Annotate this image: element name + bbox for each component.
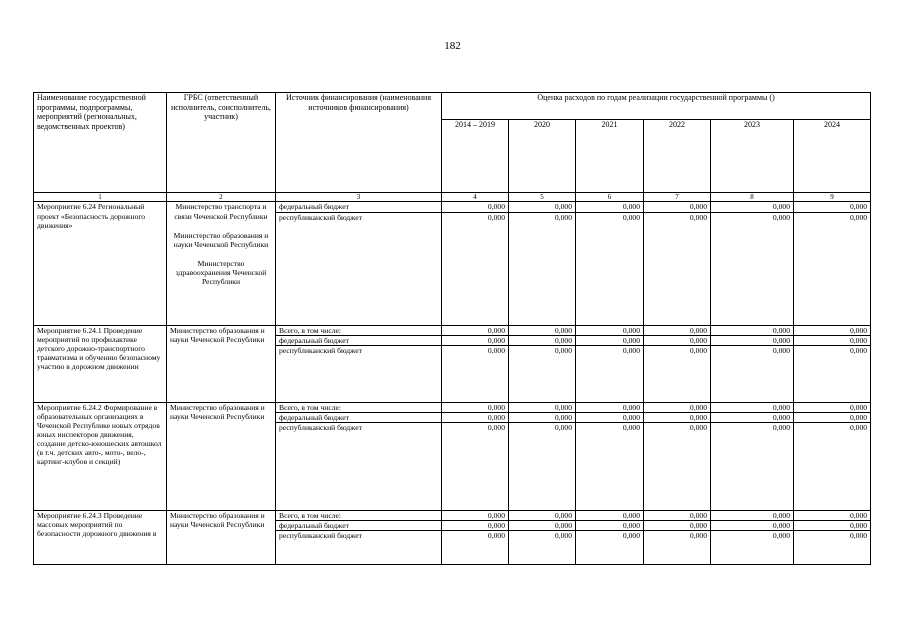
value-cell: 0,000 (644, 412, 711, 422)
value-cell: 0,000 (644, 345, 711, 402)
value-cell: 0,000 (442, 212, 509, 325)
column-number: 2 (167, 193, 276, 202)
funding-source: федеральный бюджет (276, 335, 442, 345)
value-cell: 0,000 (711, 212, 794, 325)
value-cell: 0,000 (711, 325, 794, 335)
year-header: 2021 (576, 120, 644, 193)
value-cell: 0,000 (794, 521, 871, 531)
value-cell: 0,000 (442, 345, 509, 402)
executor-name: Министерство образования и науки Чеченской Республики (170, 325, 265, 344)
column-number: 7 (644, 193, 711, 202)
value-cell: 0,000 (576, 531, 644, 565)
executor-name: Министерство образования и науки Чеченской Республики (170, 402, 265, 421)
value-cell: 0,000 (576, 325, 644, 335)
value-cell: 0,000 (711, 402, 794, 412)
header-name: Наименование государственной программы, подпрограммы, мероприятий (региональных, ведомственных проектов) (34, 93, 167, 193)
value-cell: 0,000 (794, 325, 871, 335)
page-number: 182 (444, 40, 461, 52)
value-cell: 0,000 (794, 345, 871, 402)
value-cell: 0,000 (644, 212, 711, 325)
value-cell: 0,000 (576, 521, 644, 531)
value-cell: 0,000 (794, 412, 871, 422)
column-number: 5 (509, 193, 576, 202)
value-cell: 0,000 (644, 531, 711, 565)
value-cell: 0,000 (794, 422, 871, 510)
funding-source: Всего, в том числе: (276, 510, 442, 520)
value-cell: 0,000 (442, 510, 509, 520)
header-grbs: ГРБС (ответственный исполнитель, соисполнитель, участник) (167, 93, 276, 193)
executor-name: Министерство транспорта и связи Чеченской Республики (174, 202, 268, 221)
value-cell: 0,000 (644, 325, 711, 335)
value-cell: 0,000 (509, 402, 576, 412)
value-cell: 0,000 (442, 531, 509, 565)
column-number: 3 (276, 193, 442, 202)
value-cell: 0,000 (711, 335, 794, 345)
measure-executors (167, 325, 276, 402)
funding-source: республиканский бюджет (276, 345, 442, 402)
measure-executors (167, 510, 276, 564)
value-cell: 0,000 (509, 510, 576, 520)
value-cell: 0,000 (442, 202, 509, 212)
value-cell: 0,000 (442, 521, 509, 531)
value-cell: 0,000 (442, 402, 509, 412)
measure-executors (167, 402, 276, 510)
column-number: 6 (576, 193, 644, 202)
value-cell: 0,000 (794, 510, 871, 520)
value-cell: 0,000 (509, 521, 576, 531)
value-cell: 0,000 (509, 335, 576, 345)
header-estimate: Оценка расходов по годам реализации государственной программы () (442, 93, 871, 120)
value-cell: 0,000 (509, 202, 576, 212)
executor-name: Министерство образования и науки Чеченской Республики (173, 230, 269, 249)
value-cell: 0,000 (794, 202, 871, 212)
value-cell: 0,000 (711, 521, 794, 531)
value-cell: 0,000 (442, 422, 509, 510)
value-cell: 0,000 (576, 402, 644, 412)
funding-source: Всего, в том числе: (276, 325, 442, 335)
value-cell: 0,000 (644, 402, 711, 412)
value-cell: 0,000 (794, 335, 871, 345)
year-header: 2020 (509, 120, 576, 193)
value-cell: 0,000 (509, 212, 576, 325)
measure-name: Мероприятие 6.24.3 Проведение массовых мероприятий по безопасности дорожного движения в (34, 510, 167, 564)
column-number: 4 (442, 193, 509, 202)
value-cell: 0,000 (711, 412, 794, 422)
value-cell: 0,000 (576, 212, 644, 325)
value-cell: 0,000 (509, 412, 576, 422)
value-cell: 0,000 (711, 202, 794, 212)
measure-name: Мероприятие 6.24.1 Проведение мероприятий по профилактике детского дорожно-транспортного травматизма и обучению безопасному участию в дорожном движении (34, 325, 167, 402)
year-header: 2023 (711, 120, 794, 193)
measure-executors (167, 202, 276, 325)
value-cell: 0,000 (711, 510, 794, 520)
value-cell: 0,000 (576, 422, 644, 510)
column-number: 8 (711, 193, 794, 202)
value-cell: 0,000 (644, 422, 711, 510)
value-cell: 0,000 (644, 510, 711, 520)
value-cell: 0,000 (644, 202, 711, 212)
value-cell: 0,000 (442, 325, 509, 335)
value-cell: 0,000 (576, 202, 644, 212)
value-cell: 0,000 (576, 510, 644, 520)
funding-source: федеральный бюджет (276, 202, 442, 212)
value-cell: 0,000 (711, 422, 794, 510)
value-cell: 0,000 (794, 402, 871, 412)
value-cell: 0,000 (576, 412, 644, 422)
value-cell: 0,000 (644, 335, 711, 345)
executor-name: Министерство здравоохранения Чеченской Республики (175, 258, 267, 287)
value-cell: 0,000 (711, 345, 794, 402)
funding-source: федеральный бюджет (276, 521, 442, 531)
value-cell: 0,000 (711, 531, 794, 565)
column-number: 1 (34, 193, 167, 202)
value-cell: 0,000 (794, 531, 871, 565)
funding-source: Всего, в том числе: (276, 402, 442, 412)
year-header: 2014 – 2019 (442, 120, 509, 193)
value-cell: 0,000 (794, 212, 871, 325)
column-number: 9 (794, 193, 871, 202)
value-cell: 0,000 (442, 335, 509, 345)
year-header: 2024 (794, 120, 871, 193)
funding-source: республиканский бюджет (276, 422, 442, 510)
measure-name: Мероприятие 6.24.2 Формирование в образовательных организациях в Чеченской Республике новых отрядов юных инспекторов движения, создание детско-юношеских автошкол (в т.ч. детских авто-, мото-, вело-, картинг-клубов и секций) (34, 402, 167, 510)
budget-table (33, 92, 871, 565)
funding-source: республиканский бюджет (276, 212, 442, 325)
value-cell: 0,000 (576, 335, 644, 345)
year-header: 2022 (644, 120, 711, 193)
header-source: Источник финансирования (наименования источников финансирования) (276, 93, 442, 193)
value-cell: 0,000 (509, 325, 576, 335)
executor-name: Министерство образования и науки Чеченской Республики (170, 510, 265, 530)
funding-source: республиканский бюджет (276, 531, 442, 565)
value-cell: 0,000 (509, 422, 576, 510)
value-cell: 0,000 (442, 412, 509, 422)
value-cell: 0,000 (576, 345, 644, 402)
value-cell: 0,000 (509, 345, 576, 402)
funding-source: федеральный бюджет (276, 412, 442, 422)
value-cell: 0,000 (644, 521, 711, 531)
value-cell: 0,000 (509, 531, 576, 565)
measure-name: Мероприятие 6.24 Региональный проект «Безопасность дорожного движения» (34, 202, 167, 325)
